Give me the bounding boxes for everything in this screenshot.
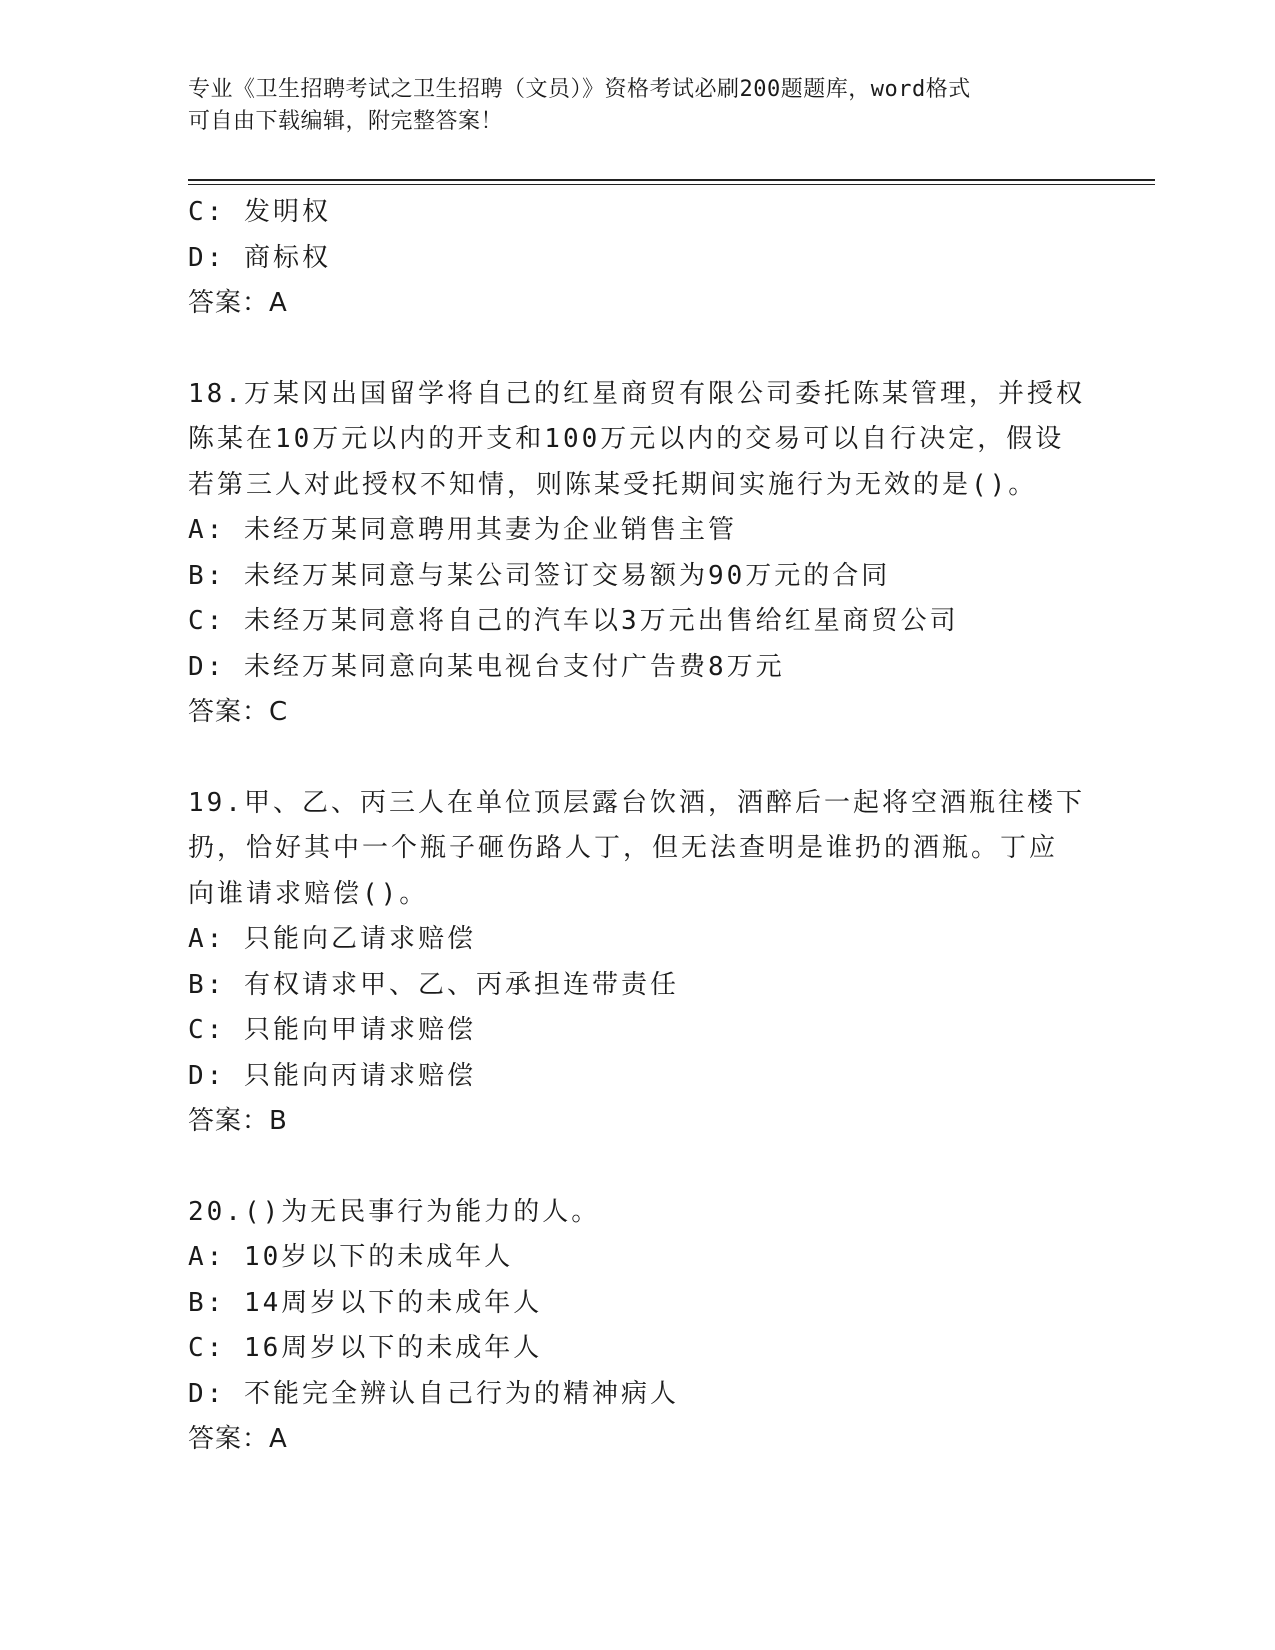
header-line-2: 可自由下载编辑，附完整答案！ xyxy=(188,109,504,134)
answer-line: 答案：A xyxy=(188,288,288,318)
question-stem-line: 19.甲、乙、丙三人在单位顶层露台饮酒，酒醉后一起将空酒瓶往楼下 xyxy=(188,787,1085,818)
question-stem-line: 18.万某冈出国留学将自己的红星商贸有限公司委托陈某管理，并授权 xyxy=(188,378,1085,409)
spacer xyxy=(188,736,1088,781)
question-18 xyxy=(188,372,1088,736)
option-c: C: 发明权 xyxy=(188,197,331,227)
question-content xyxy=(188,190,1088,1463)
question-stem-line: 扔，恰好其中一个瓶子砸伤路人丁，但无法查明是谁扔的酒瓶。丁应 xyxy=(188,833,1059,863)
option-b: B: 14周岁以下的未成年人 xyxy=(188,1287,543,1318)
option-a: A: 10岁以下的未成年人 xyxy=(188,1242,514,1272)
option-b: B: 有权请求甲、乙、丙承担连带责任 xyxy=(188,969,679,1000)
question-stem-line: 陈某在10万元以内的开支和100万元以内的交易可以自行决定，假设 xyxy=(188,424,1065,454)
option-a: A: 未经万某同意聘用其妻为企业销售主管 xyxy=(188,515,737,545)
answer-line: 答案：C xyxy=(188,697,289,727)
option-d: D: 商标权 xyxy=(188,242,331,273)
option-c: C: 只能向甲请求赔偿 xyxy=(188,1015,476,1045)
question-20 xyxy=(188,1190,1088,1463)
option-d: D: 未经万某同意向某电视台支付广告费8万元 xyxy=(188,651,785,682)
option-c: C: 16周岁以下的未成年人 xyxy=(188,1333,543,1363)
header-rule-thin xyxy=(188,184,1155,185)
answer-line: 答案：A xyxy=(188,1424,288,1454)
option-d: D: 只能向丙请求赔偿 xyxy=(188,1060,476,1091)
question-stem-line: 20.()为无民事行为能力的人。 xyxy=(188,1196,601,1227)
option-c: C: 未经万某同意将自己的汽车以3万元出售给红星商贸公司 xyxy=(188,606,959,636)
header-line-1: 专业《卫生招聘考试之卫生招聘（文员）》资格考试必刷200题题库，word格式 xyxy=(188,77,971,102)
previous-question-tail xyxy=(188,190,1088,327)
answer-line: 答案：B xyxy=(188,1106,288,1136)
question-stem-line: 向谁请求赔偿()。 xyxy=(188,878,429,909)
header-rule-thick xyxy=(188,179,1155,181)
spacer xyxy=(188,327,1088,372)
option-a: A: 只能向乙请求赔偿 xyxy=(188,924,476,954)
question-19 xyxy=(188,781,1088,1145)
page-header xyxy=(188,74,1088,138)
option-d: D: 不能完全辨认自己行为的精神病人 xyxy=(188,1378,679,1409)
spacer xyxy=(188,1145,1088,1190)
option-b: B: 未经万某同意与某公司签订交易额为90万元的合同 xyxy=(188,560,891,591)
question-stem-line: 若第三人对此授权不知情，则陈某受托期间实施行为无效的是()。 xyxy=(188,469,1038,500)
